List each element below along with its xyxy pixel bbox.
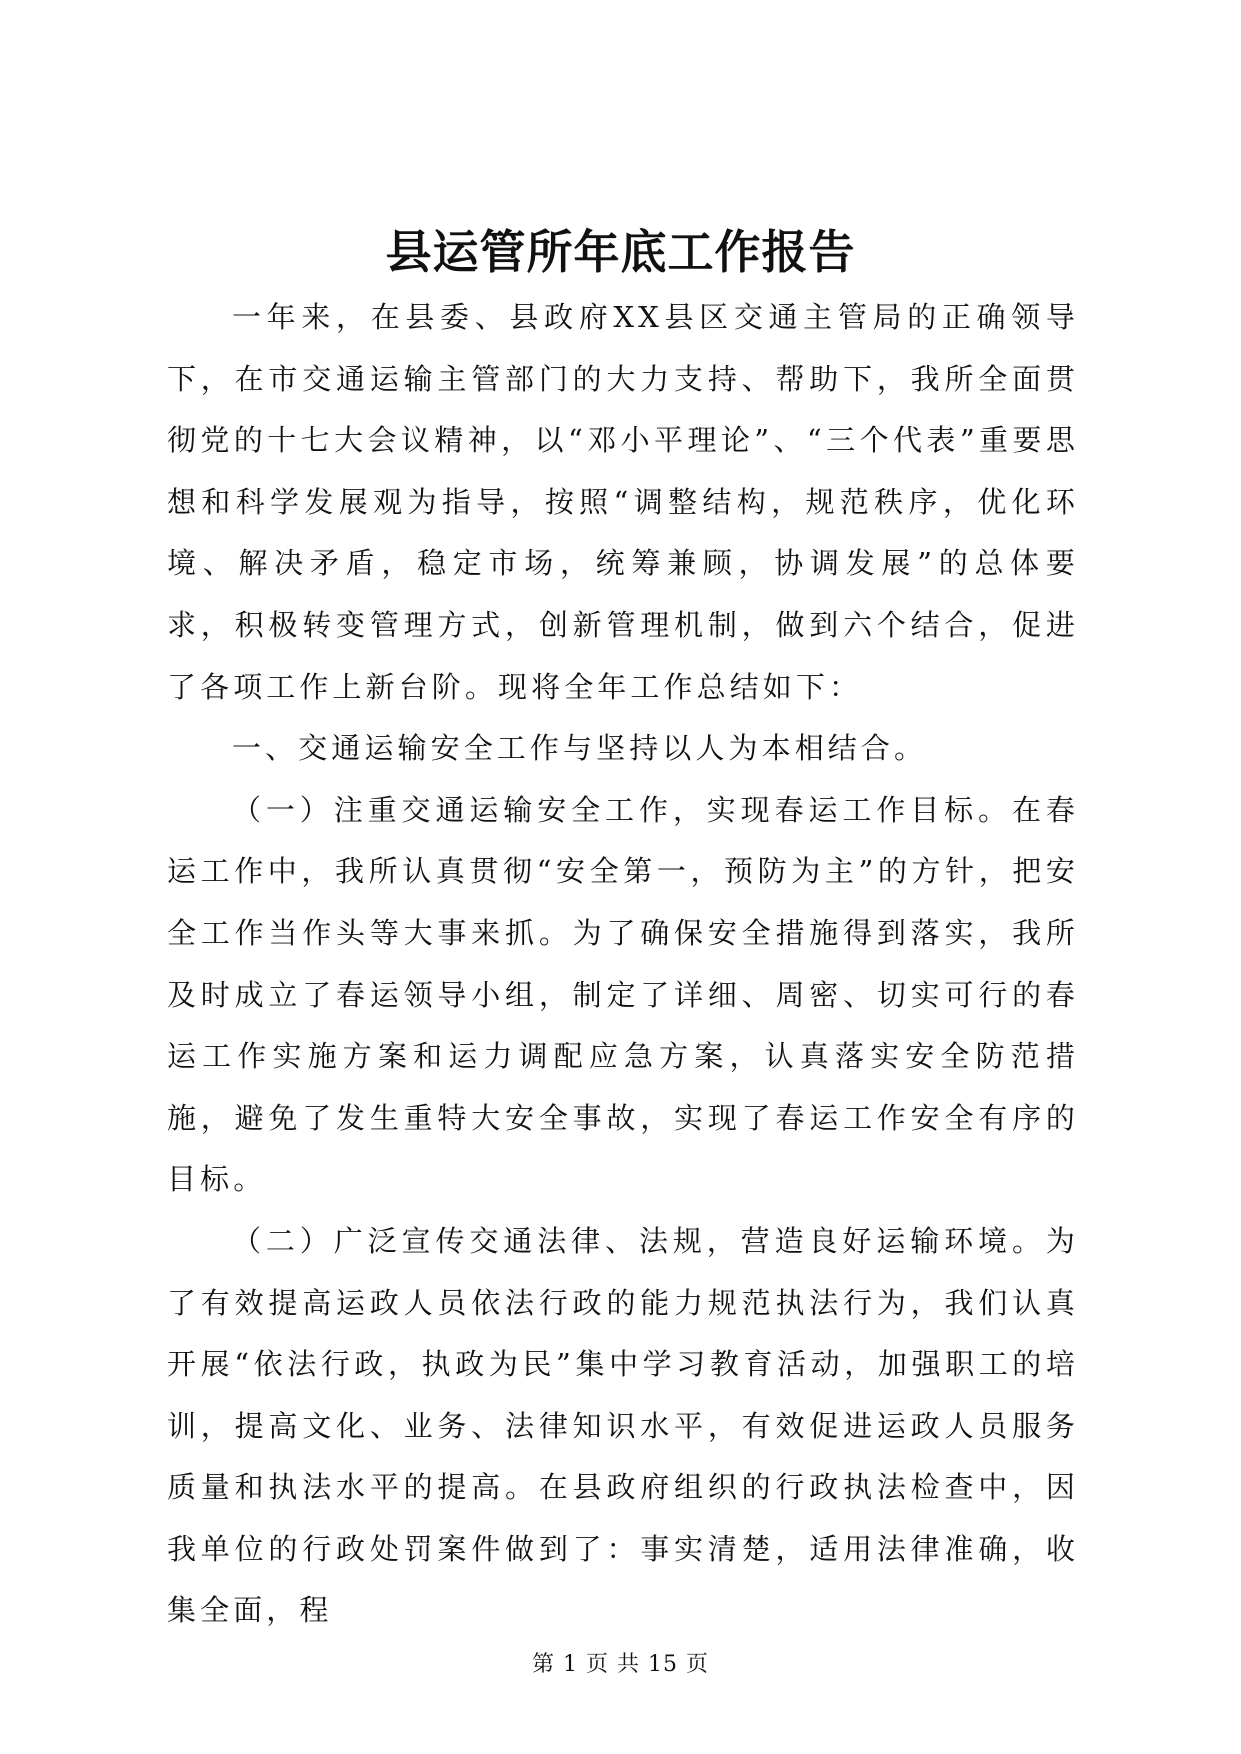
document-body bbox=[167, 287, 1079, 1642]
subsection-paragraph-2: （二）广泛宣传交通法律、法规，营造良好运输环境。为了有效提高运政人员依法行政的能力规范执法行为，我们认真开展“依法行政，执政为民”集中学习教育活动，加强职工的培训，提高文化、业务、法律知识水平，有效促进运政人员服务质量和执法水平的提高。在县政府组织的行政执法检查中，因我单位的行政处罚案件做到了：事实清楚，适用法律准确，收集全面，程 bbox=[167, 1223, 1079, 1628]
subsection-paragraph-1: （一）注重交通运输安全工作，实现春运工作目标。在春运工作中，我所认真贯彻“安全第一，预防为主”的方针，把安全工作当作头等大事来抓。为了确保安全措施得到落实，我所及时成立了春运领导小组，制定了详细、周密、切实可行的春运工作实施方案和运力调配应急方案，认真落实安全防范措施，避免了发生重特大安全事故，实现了春运工作安全有序的目标。 bbox=[167, 792, 1079, 1197]
document-title: 县运管所年底工作报告 bbox=[385, 225, 856, 279]
section-heading-1: 一、交通运输安全工作与坚持以人为本相结合。 bbox=[232, 731, 928, 766]
intro-paragraph: 一年来，在县委、县政府XX县区交通主管局的正确领导下，在市交通运输主管部门的大力支持、帮助下，我所全面贯彻党的十七大会议精神，以“邓小平理论”、“三个代表”重要思想和科学发展观为指导，按照“调整结构，规范秩序，优化环境、解决矛盾，稳定市场，统筹兼顾，协调发展”的总体要求，积极转变管理方式，创新管理机制，做到六个结合，促进了各项工作上新台阶。现将全年工作总结如下： bbox=[167, 300, 1079, 704]
page-footer: 第 1 页 共 15 页 bbox=[532, 1652, 709, 1677]
